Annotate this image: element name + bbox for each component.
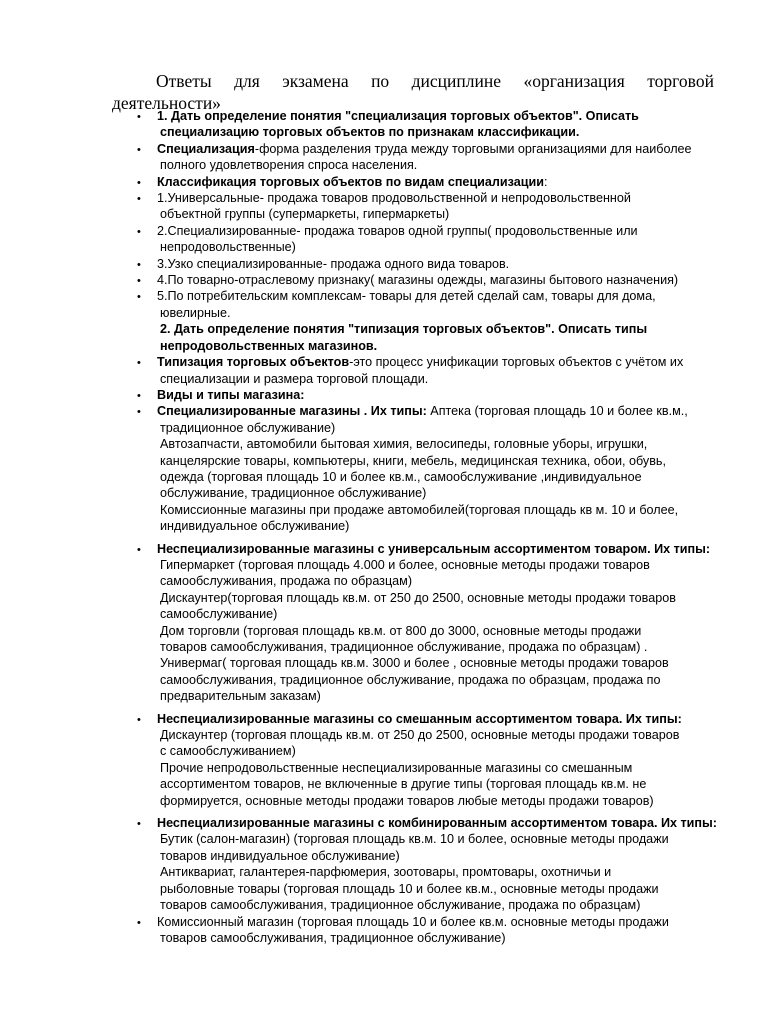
- list-item-line: одежда (торговая площадь 10 и более кв.м., самообслуживание ,индивидуальное: [160, 469, 642, 484]
- list-item-lead: Специализированные магазины . Их типы:: [157, 404, 427, 419]
- list-item-line: Бутик (салон-магазин) (торговая площадь кв.м. 10 и более, основные методы продажи: [160, 832, 669, 847]
- bullet-icon: [137, 175, 141, 191]
- bullet-icon: [137, 915, 141, 931]
- list-item-line: Автозапчасти, автомобили бытовая химия, велосипеды, головные уборы, игрушки,: [160, 437, 648, 452]
- list-item-line: ассортиментом товаров, не включенные в другие типы (торговая площадь кв.м. не: [160, 777, 647, 792]
- list-item-line: рыболовные товары (торговая площадь 10 и более кв.м., основные методы продажи: [160, 881, 659, 896]
- list-item-line: формируется, основные методы продажи товаров любые методы продажи товаров): [160, 793, 654, 808]
- list-item: [0, 190, 717, 223]
- list-item: [0, 321, 720, 354]
- list-item-line: традиционное обслуживание): [160, 420, 336, 435]
- list-item-line: предварительным заказам): [160, 689, 321, 704]
- list-item-line: Универмаг( торговая площадь кв.м. 3000 и более , основные методы продажи товаров: [160, 656, 669, 671]
- bullet-icon: [137, 289, 141, 305]
- list-item-lead: Классификация торговых объектов по видам специализации: [157, 174, 544, 189]
- list-item-line: полного удовлетворения спроса населения.: [160, 158, 418, 173]
- list-item-text: :: [544, 174, 548, 189]
- list-item-line: 1.Универсальные- продажа товаров продовольственной и непродовольственной: [157, 191, 631, 206]
- bullet-icon: [137, 224, 141, 240]
- list-item: [0, 914, 717, 947]
- list-item-line: [157, 354, 717, 370]
- bullet-icon: [137, 404, 141, 420]
- list-item-line: 5.По потребительским комплексам- товары для детей сделай сам, товары для дома,: [157, 289, 656, 304]
- list-item: [0, 288, 717, 321]
- list-item: [0, 174, 717, 190]
- bullet-icon: [137, 816, 141, 832]
- list-item: [0, 387, 717, 403]
- list-item-line: непродовольственные): [160, 240, 296, 255]
- list-item-line: [157, 711, 717, 727]
- list-item-line: [157, 124, 717, 140]
- list-item-text: непродовольственных магазинов.: [160, 338, 378, 353]
- list-item-line: с самообслуживанием): [160, 744, 296, 759]
- list-item-line: Прочие непродовольственные неспециализированные магазины со смешанным: [160, 760, 633, 775]
- list-item-line: Дискаунтер (торговая площадь кв.м. от 250 до 2500, основные методы продажи товаров: [160, 728, 680, 743]
- bullet-icon: [137, 542, 141, 558]
- list-item-line: Антиквариат, галантерея-парфюмерия, зоотовары, промтовары, охотничьи и: [160, 865, 612, 880]
- list-item-line: Дом торговли (торговая площадь кв.м. от 800 до 3000, основные методы продажи: [160, 623, 642, 638]
- title-line-1: [112, 70, 714, 92]
- list-item-lead: Типизация торговых объектов: [157, 355, 350, 370]
- bullet-icon: [137, 257, 141, 273]
- bullet-icon: [137, 712, 141, 728]
- list-item: [0, 711, 717, 809]
- list-item: [0, 223, 717, 256]
- title-line-2: деятельности»: [112, 93, 221, 113]
- list-item-line: Гипермаркет (торговая площадь 4.000 и более, основные методы продажи товаров: [160, 557, 650, 572]
- list-item-text: -форма разделения труда между торговыми организациями для наиболее: [254, 141, 692, 156]
- list-item-line: Дискаунтер(торговая площадь кв.м. от 250 до 2500, основные методы продажи товаров: [160, 590, 676, 605]
- list-item-line: 3.Узко специализированные- продажа одного вида товаров.: [157, 256, 510, 271]
- list-item-line: канцелярские товары, компьютеры, книги, мебель, медицинская техника, обои, обувь,: [160, 453, 666, 468]
- list-item-line: индивидуальное обслуживание): [160, 519, 350, 534]
- list-item-line: 2.Специализированные- продажа товаров одной группы( продовольственные или: [157, 223, 638, 238]
- title-word: по: [371, 71, 390, 91]
- list-item-line: [160, 321, 720, 337]
- list-item-line: обслуживание, традиционное обслуживание): [160, 486, 427, 501]
- list-item-line: [157, 141, 717, 157]
- title-word: дисциплине: [411, 71, 501, 91]
- list-item-line: самообслуживание): [160, 607, 278, 622]
- list-item-line: товаров самообслуживания, традиционное обслуживание, продажа по образцам): [160, 898, 641, 913]
- list-item-text: 2. Дать определение понятия "типизация торговых объектов". Описать типы: [160, 322, 648, 337]
- list-item-line: [157, 108, 717, 124]
- title-word: торговой: [647, 71, 714, 91]
- bullet-icon: [137, 388, 141, 404]
- document-body: [0, 108, 768, 946]
- bullet-icon: [137, 109, 141, 125]
- list-item: [0, 815, 717, 913]
- list-item-line: Комиссионные магазины при продаже автомобилей(торговая площадь кв м. 10 и более,: [160, 502, 679, 517]
- bullet-icon: [137, 355, 141, 371]
- list-item: [0, 403, 717, 534]
- title-word: экзамена: [282, 71, 349, 91]
- title-word: «организация: [523, 71, 625, 91]
- bullet-icon: [137, 142, 141, 158]
- list-item-lead: Неспециализированные магазины с комбинированным ассортиментом товара. Их типы:: [157, 816, 717, 831]
- list-item-line: ювелирные.: [160, 305, 231, 320]
- list-item-line: Комиссионный магазин (торговая площадь 10 и более кв.м. основные методы продажи: [157, 914, 669, 929]
- list-item-line: [157, 403, 717, 419]
- list-item-text: Виды и типы магазина:: [157, 387, 305, 402]
- list-item-line: самообслуживания, продажа по образцам): [160, 574, 413, 589]
- list-item-line: 4.По товарно-отраслевому признаку( магазины одежды, магазины бытового назначения): [157, 273, 679, 288]
- title-word: для: [234, 71, 260, 91]
- list-item-line: самообслуживания, традиционное обслуживание, продажа по образцам, продажа по: [160, 672, 661, 687]
- list-item: [0, 541, 717, 705]
- title-word: Ответы: [156, 71, 212, 91]
- list-item-line: товаров самообслуживания, традиционное обслуживание, продажа по образцам) .: [160, 640, 648, 654]
- list-item-text: Аптека (торговая площадь 10 и более кв.м.,: [426, 404, 688, 419]
- list-item: [0, 272, 717, 288]
- list-item-text: -это процесс унификации торговых объектов с учётом их: [349, 355, 684, 370]
- list-item-line: [157, 174, 717, 190]
- list-item: [0, 354, 717, 387]
- list-item-text: 1. Дать определение понятия "специализация торговых объектов". Описать: [157, 109, 639, 123]
- bullet-icon: [137, 191, 141, 207]
- bullet-icon: [137, 273, 141, 289]
- list-item-line: [157, 815, 717, 831]
- list-item-line: товаров самообслуживания, традиционное обслуживание): [160, 930, 506, 945]
- list-item-lead: Неспециализированные магазины со смешанным ассортиментом товара. Их типы:: [157, 711, 682, 726]
- list-item: [0, 108, 717, 141]
- list-item: [0, 141, 717, 174]
- list-item-line: [160, 338, 720, 354]
- list-item-line: объектной группы (супермаркеты, гипермаркеты): [160, 207, 450, 222]
- list-item-line: специализации и размера торговой площади.: [160, 371, 429, 386]
- list-item: [0, 256, 717, 272]
- list-item-line: товаров индивидуальное обслуживание): [160, 848, 400, 863]
- list-item-line: [157, 387, 717, 403]
- list-item-lead: Специализация: [157, 141, 255, 156]
- list-item-line: [157, 541, 717, 557]
- list-item-lead: Неспециализированные магазины с универсальным ассортиментом товаром. Их типы:: [157, 541, 711, 556]
- list-item-text: специализацию торговых объектов по признакам классификации.: [160, 125, 580, 140]
